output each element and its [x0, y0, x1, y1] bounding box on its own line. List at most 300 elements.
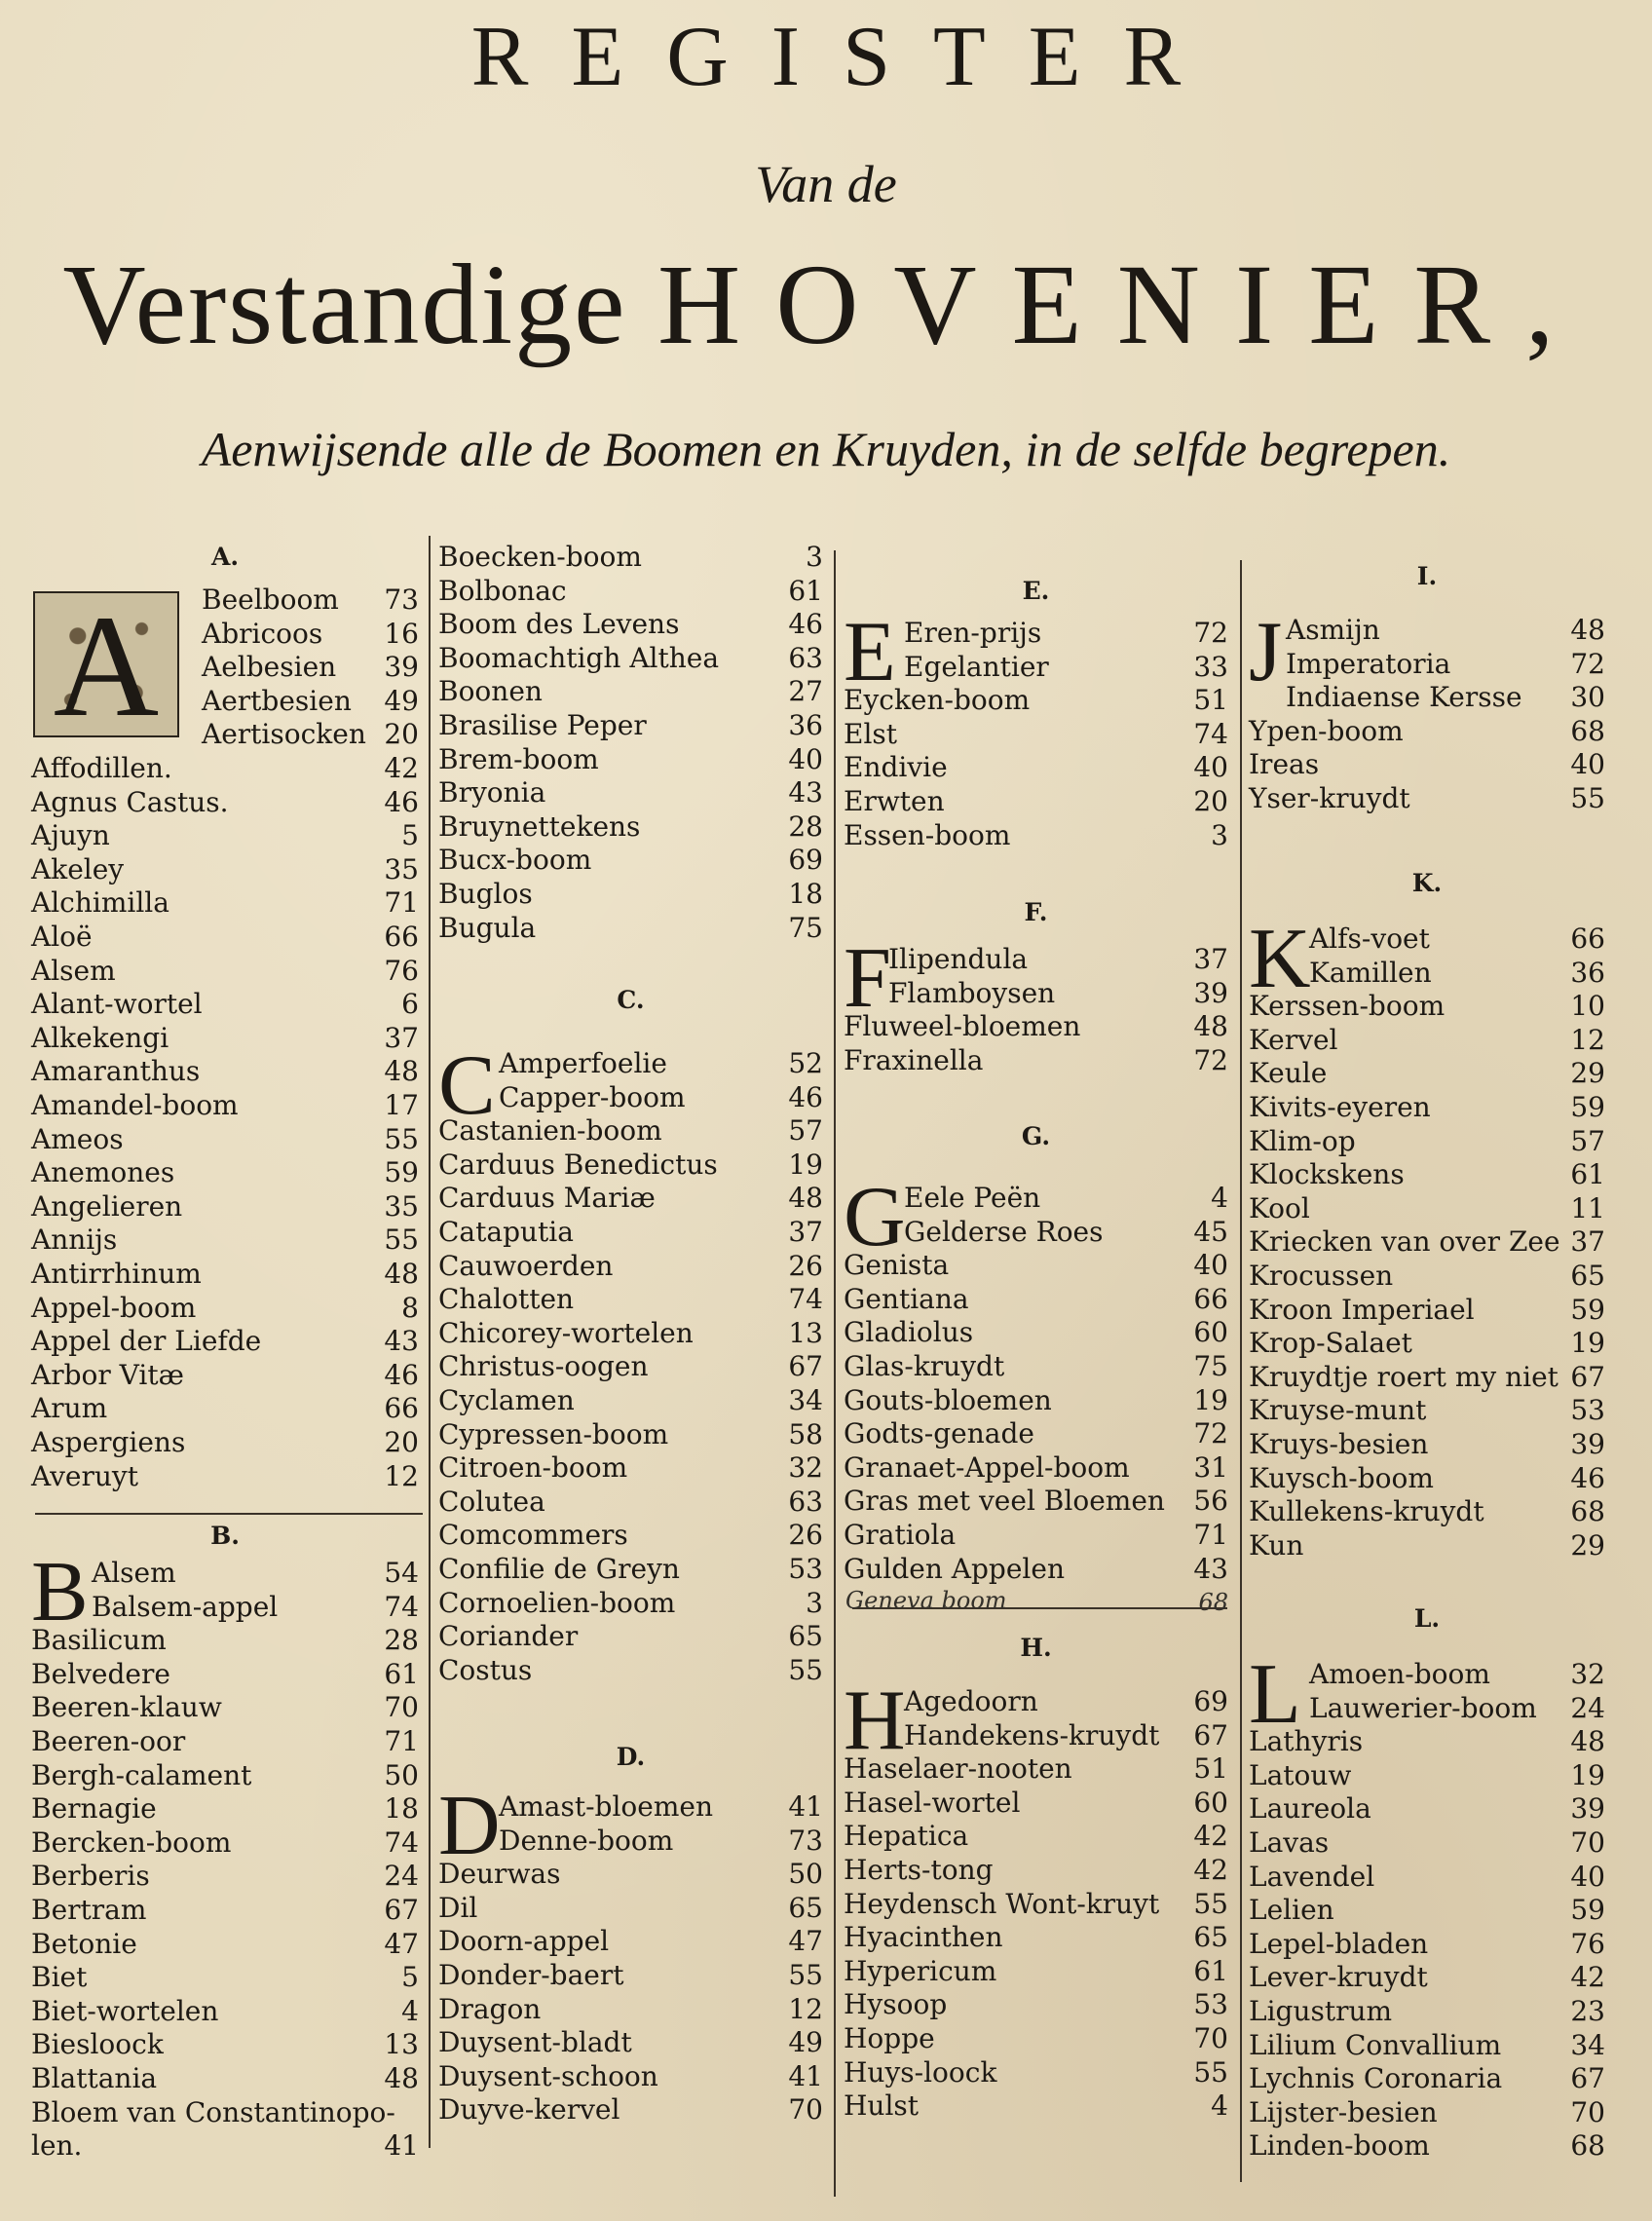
index-entry — [844, 1417, 1228, 1450]
index-entry — [438, 776, 823, 809]
entry-name: Citroen-boom — [438, 1451, 628, 1485]
entry-page: 55 — [788, 1959, 823, 1991]
index-entry — [31, 819, 419, 852]
entry-page: 40 — [1193, 1249, 1228, 1282]
handwritten-annotation: Geneva boom — [845, 1587, 1007, 1614]
index-entry — [1249, 1158, 1605, 1191]
entry-page: 20 — [1193, 785, 1228, 817]
entry-name: Alfs-voet — [1309, 922, 1430, 955]
index-entry — [844, 977, 1228, 1010]
entry-page: 33 — [1193, 650, 1228, 683]
entry-name: Duysent-schoon — [438, 2059, 658, 2092]
entry-page: 40 — [1570, 1860, 1605, 1893]
index-entry — [31, 1894, 419, 1927]
entry-page: 43 — [384, 1325, 419, 1358]
entry-name: Castanien-boom — [438, 1114, 662, 1148]
index-entry — [438, 1858, 823, 1891]
entry-name: Genista — [844, 1249, 950, 1282]
index-entry — [31, 1624, 419, 1657]
index-entry — [844, 1519, 1228, 1552]
entry-page: 43 — [788, 776, 823, 809]
entry-page: 48 — [788, 1182, 823, 1215]
index-entry — [31, 1460, 419, 1493]
entry-page: 5 — [401, 819, 419, 852]
entry-name: Anemones — [31, 1156, 175, 1189]
entry-name: Carduus Mariæ — [438, 1182, 656, 1215]
index-entry — [31, 2062, 419, 2095]
index-entry — [1249, 1759, 1605, 1792]
index-entry — [1249, 1294, 1605, 1327]
index-entry — [31, 1759, 419, 1792]
entry-page: 36 — [788, 709, 823, 741]
index-entry — [1249, 2096, 1605, 2129]
entry-page: 65 — [1570, 1260, 1605, 1292]
index-entry — [438, 2093, 823, 2127]
entry-name: Bugula — [438, 911, 537, 944]
entry-page: 61 — [1193, 1954, 1228, 1987]
entry-name: Lychnis Coronaria — [1249, 2062, 1503, 2095]
entry-page: 12 — [384, 1459, 419, 1492]
entry-page: 30 — [1570, 681, 1605, 714]
entry-page: 6 — [401, 988, 419, 1021]
index-entry — [1249, 1125, 1605, 1158]
index-entry — [31, 1258, 419, 1291]
entry-name: Appel der Liefde — [31, 1325, 262, 1358]
entry-page: 76 — [1570, 1927, 1605, 1960]
entry-page: 67 — [1570, 1360, 1605, 1393]
index-entry — [1249, 1826, 1605, 1860]
entry-page: 55 — [384, 1122, 419, 1155]
index-entry — [1249, 2062, 1605, 2095]
entry-page: 52 — [788, 1047, 823, 1079]
initial-capital-c: C — [438, 1038, 496, 1133]
index-entry — [844, 1888, 1228, 1921]
entry-name: Egelantier — [904, 650, 1049, 683]
entry-page: 50 — [788, 1858, 823, 1891]
entry-page: 12 — [788, 1992, 823, 2025]
index-entry — [844, 1249, 1228, 1282]
index-entry — [844, 1955, 1228, 1988]
section-heading-b: B. — [210, 1522, 240, 1550]
entry-name: Kun — [1249, 1528, 1304, 1562]
entry-page: 48 — [384, 1258, 419, 1290]
index-entry — [438, 1959, 823, 1992]
index-entry — [438, 1250, 823, 1283]
entry-name: Aertbesien — [202, 684, 352, 717]
entry-name: Beeren-klauw — [31, 1691, 222, 1724]
index-entry — [844, 943, 1228, 976]
index-entry — [1249, 1961, 1605, 1994]
section-heading-f: F. — [1024, 898, 1048, 926]
index-entry — [438, 709, 823, 742]
entry-page: 43 — [1193, 1552, 1228, 1585]
entry-name: Kool — [1249, 1191, 1310, 1224]
entry-page: 70 — [384, 1691, 419, 1724]
entry-name: Ligustrum — [1249, 1995, 1393, 2027]
index-entry — [438, 2026, 823, 2059]
index-entry — [1249, 1260, 1605, 1293]
index-entry — [31, 583, 419, 617]
entry-page: 55 — [384, 1223, 419, 1257]
index-entry — [31, 1792, 419, 1826]
entry-page: 57 — [788, 1114, 823, 1148]
index-entry — [31, 1691, 419, 1724]
entry-page: 67 — [788, 1350, 823, 1383]
entry-name: Belvedere — [31, 1657, 170, 1690]
entry-name: Hasel-wortel — [844, 1786, 1021, 1819]
entry-page: 20 — [384, 1426, 419, 1458]
entry-page: 19 — [1570, 1327, 1605, 1360]
index-entry — [31, 1557, 419, 1590]
entry-page: 28 — [384, 1624, 419, 1657]
entry-name: Kriecken van over Zee — [1249, 1225, 1560, 1259]
index-entry — [438, 608, 823, 641]
entry-name: Boonen — [438, 675, 543, 708]
entry-name: Ameos — [31, 1122, 124, 1155]
entry-page: 20 — [384, 718, 419, 751]
index-entry — [31, 1359, 419, 1392]
entry-name: Biet-wortelen — [31, 1994, 219, 2027]
entry-page: 32 — [788, 1451, 823, 1485]
entry-page: 37 — [1193, 943, 1228, 975]
entry-name: Brasilise Peper — [438, 709, 647, 741]
entry-page: 74 — [384, 1826, 419, 1859]
section-heading-i: I. — [1416, 562, 1438, 590]
entry-page: 28 — [788, 809, 823, 843]
index-entry — [1249, 2129, 1605, 2163]
index-entry — [1249, 1928, 1605, 1961]
entry-page: 72 — [1193, 1417, 1228, 1450]
entry-name: Kervel — [1249, 1023, 1338, 1056]
index-entry — [844, 651, 1228, 684]
entry-name: Gladiolus — [844, 1316, 974, 1349]
entry-page: 24 — [384, 1860, 419, 1893]
entry-name: Elst — [844, 717, 898, 750]
index-entry — [31, 2028, 419, 2061]
index-entry — [1249, 614, 1605, 647]
entry-name: Aertisocken — [202, 718, 366, 751]
entry-name: Heydensch Wont-kruyt — [844, 1887, 1160, 1920]
entry-name: Appel-boom — [31, 1291, 197, 1324]
entry-name: Berberis — [31, 1860, 150, 1893]
entry-page: 48 — [384, 2062, 419, 2094]
entry-page: 49 — [788, 2026, 823, 2059]
register-title: REGISTER — [470, 10, 1224, 104]
entry-name: Deurwas — [438, 1858, 561, 1891]
entry-name: Cataputia — [438, 1216, 574, 1248]
entry-name: Blattania — [31, 2062, 158, 2094]
index-entry — [31, 1156, 419, 1189]
entry-name: Hepatica — [844, 1820, 969, 1853]
entry-name: Chalotten — [438, 1283, 575, 1316]
entry-page: 35 — [384, 1189, 419, 1223]
entry-page: 36 — [1570, 956, 1605, 989]
entry-name: Akeley — [31, 852, 125, 885]
index-entry — [438, 878, 823, 911]
entry-name: Gulden Appelen — [844, 1552, 1065, 1585]
index-entry — [438, 1925, 823, 1958]
entry-page: 70 — [1570, 2095, 1605, 2128]
entry-name: Gratiola — [844, 1519, 957, 1551]
entry-page: 8 — [401, 1291, 419, 1324]
index-entry — [844, 1854, 1228, 1887]
index-entry — [31, 718, 419, 751]
entry-page: 39 — [384, 651, 419, 684]
initial-capital-b: B — [31, 1545, 89, 1639]
entry-name: Ilipendula — [888, 943, 1029, 975]
section-heading-d: D. — [616, 1743, 646, 1771]
entry-name: Balsem-appel — [92, 1590, 279, 1623]
entry-name: Amperfoelie — [499, 1047, 667, 1079]
index-entry — [438, 1451, 823, 1485]
index-entry — [1249, 1091, 1605, 1124]
entry-page: 66 — [1570, 922, 1605, 955]
entry-name: Kamillen — [1309, 956, 1432, 989]
index-entry — [844, 684, 1228, 717]
entry-page: 37 — [788, 1216, 823, 1248]
entry-name: Amoen-boom — [1309, 1658, 1490, 1690]
entry-page: 48 — [1193, 1010, 1228, 1043]
index-entry — [438, 575, 823, 608]
index-entry — [31, 1392, 419, 1425]
entry-page: 3 — [806, 541, 823, 573]
index-entry — [31, 1223, 419, 1257]
entry-name: Klim-op — [1249, 1124, 1356, 1157]
entry-page: 67 — [1570, 2062, 1605, 2095]
entry-page: 34 — [788, 1384, 823, 1416]
index-entry — [1249, 681, 1605, 714]
entry-name: Handekens-kruydt — [904, 1718, 1160, 1751]
column-rule-1 — [429, 536, 431, 2148]
entry-name: Boomachtigh Althea — [438, 641, 720, 674]
index-entry — [1249, 1462, 1605, 1495]
index-entry — [1249, 1192, 1605, 1225]
index-entry — [1249, 748, 1605, 781]
entry-name: Hyacinthen — [844, 1921, 1003, 1954]
index-entry — [1249, 1428, 1605, 1461]
entry-name: Hoppe — [844, 2022, 935, 2054]
entry-name: Christus-oogen — [438, 1350, 649, 1383]
index-entry — [844, 1787, 1228, 1820]
entry-name: Comcommers — [438, 1519, 628, 1552]
entry-name: Boom des Levens — [438, 608, 680, 641]
entry-name: Alkekengi — [31, 1021, 169, 1054]
section-heading-l: L. — [1413, 1604, 1441, 1633]
entry-page: 46 — [384, 1358, 419, 1391]
entry-name: Imperatoria — [1286, 647, 1451, 680]
entry-page: 72 — [1193, 617, 1228, 649]
initial-capital-l: L — [1249, 1647, 1301, 1742]
index-entry — [844, 2089, 1228, 2123]
entry-page: 42 — [1193, 1854, 1228, 1886]
entry-page: 71 — [1193, 1519, 1228, 1551]
index-entry — [844, 1044, 1228, 1077]
entry-page: 48 — [384, 1055, 419, 1088]
entry-page: 48 — [1570, 1725, 1605, 1758]
handwritten-page: 68 — [1198, 1589, 1228, 1616]
entry-name: Dil — [438, 1891, 478, 1924]
entry-page: 57 — [1570, 1124, 1605, 1157]
entry-page: 71 — [384, 1725, 419, 1757]
index-entry — [844, 1350, 1228, 1383]
entry-name: Averuyt — [31, 1459, 138, 1492]
entry-page: 32 — [1570, 1658, 1605, 1690]
entry-page: 69 — [788, 844, 823, 877]
entry-name: len. — [31, 2129, 83, 2163]
entry-name: Lever-kruydt — [1249, 1961, 1428, 1994]
index-entry — [438, 1047, 823, 1080]
index-entry — [438, 912, 823, 945]
entry-name: Arbor Vitæ — [31, 1358, 184, 1391]
index-entry — [844, 1719, 1228, 1752]
entry-page: 68 — [1570, 714, 1605, 747]
entry-name: Glas-kruydt — [844, 1350, 1005, 1382]
entry-name: Dragon — [438, 1992, 542, 2025]
index-entry — [1249, 1327, 1605, 1360]
index-entry — [844, 819, 1228, 852]
entry-name: Affodillen. — [31, 752, 172, 784]
index-entry — [1249, 1692, 1605, 1725]
initial-capital-f: F — [844, 931, 891, 1026]
entry-name: Essen-boom — [844, 818, 1011, 851]
entry-page: 53 — [1570, 1394, 1605, 1427]
entry-page: 74 — [788, 1283, 823, 1316]
index-entry — [31, 2096, 419, 2129]
column-rule-2 — [834, 550, 836, 2197]
entry-name: Chicorey-wortelen — [438, 1316, 694, 1349]
entry-name: Linden-boom — [1249, 2129, 1430, 2163]
entry-page: 39 — [1570, 1428, 1605, 1460]
index-entry — [438, 1790, 823, 1824]
index-entry — [438, 743, 823, 776]
entry-page: 13 — [384, 2028, 419, 2061]
index-entry — [438, 1993, 823, 2026]
section-heading-k: K. — [1411, 869, 1443, 897]
index-entry — [31, 955, 419, 988]
entry-name: Herts-tong — [844, 1854, 994, 1886]
entry-name: Cyclamen — [438, 1384, 575, 1416]
book-title-b: HOVENIER, — [657, 241, 1590, 368]
entry-page: 60 — [1193, 1786, 1228, 1819]
entry-page: 18 — [788, 878, 823, 910]
index-entry — [31, 1325, 419, 1358]
entry-page: 4 — [1211, 1182, 1228, 1214]
entry-name: Biesloock — [31, 2028, 164, 2061]
entry-name: Erwten — [844, 785, 945, 817]
entry-page: 19 — [1570, 1758, 1605, 1791]
index-entry — [844, 1988, 1228, 2021]
index-entry — [1249, 715, 1605, 748]
entry-name: Kivits-eyeren — [1249, 1091, 1431, 1123]
entry-page: 73 — [788, 1824, 823, 1857]
subtitle: Aenwijsende alle de Boomen en Kruyden, in de selfde begrepen. — [201, 422, 1451, 476]
entry-page: 37 — [1570, 1225, 1605, 1259]
entry-page: 46 — [788, 608, 823, 641]
entry-page: 35 — [384, 852, 419, 885]
index-entry — [1249, 1529, 1605, 1562]
index-entry — [31, 1055, 419, 1088]
entry-name: Doorn-appel — [438, 1925, 610, 1958]
index-entry — [31, 1292, 419, 1325]
entry-name: Duyve-kervel — [438, 2093, 620, 2127]
index-entry — [438, 1350, 823, 1383]
index-entry — [31, 1961, 419, 1994]
entry-page: 56 — [1193, 1485, 1228, 1518]
index-entry — [844, 1685, 1228, 1718]
entry-page: 37 — [384, 1021, 419, 1054]
index-entry — [31, 685, 419, 718]
entry-name: Amandel-boom — [31, 1089, 239, 1121]
index-entry — [438, 1620, 823, 1653]
index-entry — [31, 1591, 419, 1624]
index-entry — [1249, 1725, 1605, 1758]
entry-name: Eele Peën — [904, 1182, 1041, 1214]
index-column-4 — [1249, 541, 1605, 2197]
index-entry — [438, 1182, 823, 1215]
entry-name: Kuysch-boom — [1249, 1461, 1434, 1494]
entry-name: Carduus Benedictus — [438, 1148, 718, 1181]
index-entry — [844, 1451, 1228, 1485]
entry-name: Fraxinella — [844, 1043, 984, 1076]
entry-name: Ypen-boom — [1249, 714, 1404, 747]
entry-name: Hypericum — [844, 1954, 997, 1987]
index-entry — [1249, 2029, 1605, 2062]
entry-page: 55 — [1193, 2055, 1228, 2089]
index-entry — [844, 1216, 1228, 1249]
entry-name: Betonie — [31, 1927, 137, 1960]
index-entry — [31, 1089, 419, 1122]
entry-page: 65 — [788, 1620, 823, 1653]
entry-name: Laureola — [1249, 1792, 1371, 1826]
entry-name: Lauwerier-boom — [1309, 1691, 1537, 1724]
index-entry — [31, 1995, 419, 2028]
entry-name: Ireas — [1249, 748, 1320, 781]
entry-name: Lijster-besien — [1249, 2095, 1438, 2128]
entry-name: Kruyse-munt — [1249, 1394, 1427, 1427]
index-entry — [844, 1485, 1228, 1518]
index-entry — [31, 1826, 419, 1860]
index-entry — [438, 1519, 823, 1552]
index-entry — [31, 1725, 419, 1758]
entry-name: Beeren-oor — [31, 1725, 186, 1757]
entry-name: Klockskens — [1249, 1158, 1405, 1191]
entry-name: Keule — [1249, 1057, 1328, 1090]
entry-name: Bruynettekens — [438, 809, 641, 843]
index-entry — [438, 675, 823, 708]
entry-page: 67 — [384, 1894, 419, 1926]
entry-name: Bloem van Constantinopo- — [31, 2095, 395, 2128]
entry-page: 29 — [1570, 1057, 1605, 1090]
index-entry — [844, 785, 1228, 818]
initial-capital-e: E — [844, 605, 896, 699]
entry-name: Boecken-boom — [438, 541, 642, 573]
index-entry — [844, 1752, 1228, 1786]
index-entry — [1249, 1995, 1605, 2028]
entry-name: Bergh-calament — [31, 1758, 252, 1791]
entry-page: 59 — [1570, 1091, 1605, 1123]
entry-name: Antirrhinum — [31, 1258, 202, 1290]
entry-page: 11 — [1570, 1191, 1605, 1224]
entry-name: Amast-bloemen — [499, 1790, 714, 1823]
entry-name: Agnus Castus. — [31, 785, 229, 818]
section-heading-e: E. — [1022, 577, 1050, 605]
index-entry — [31, 618, 419, 651]
index-entry — [844, 2022, 1228, 2055]
initial-capital-d: D — [438, 1779, 501, 1873]
index-entry — [844, 751, 1228, 784]
index-entry — [438, 1384, 823, 1417]
entry-page: 41 — [788, 2059, 823, 2092]
